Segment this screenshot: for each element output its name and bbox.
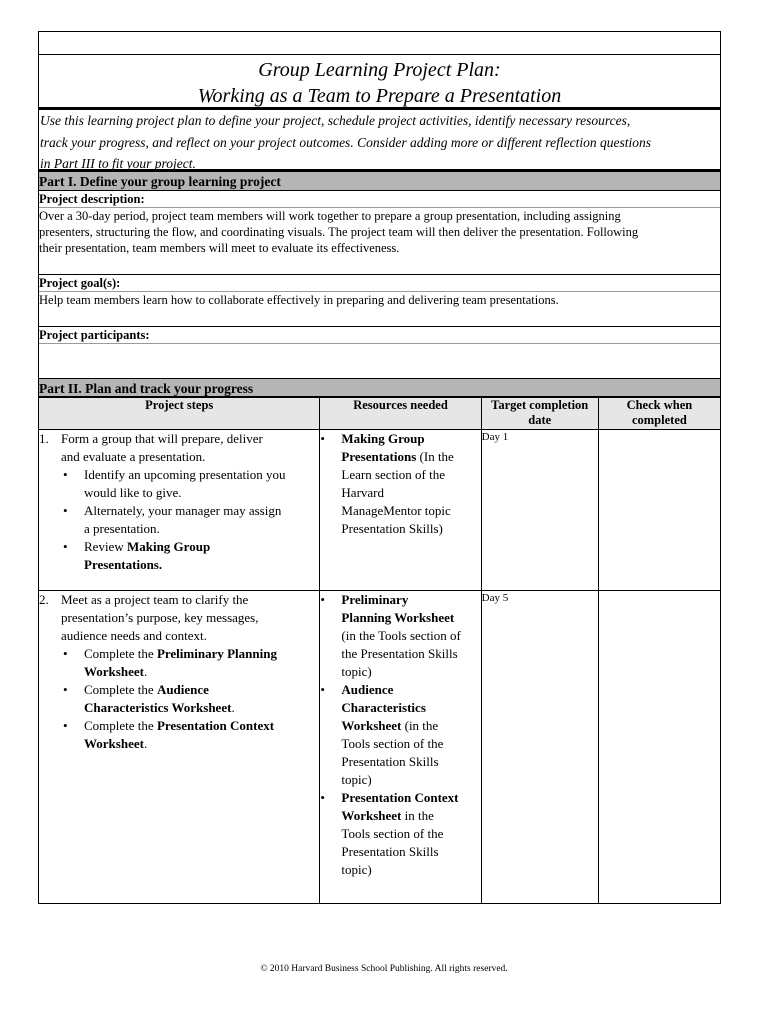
project-participants-label: Project participants: xyxy=(39,327,720,344)
step-bullet: • Review Making Group Presentations. xyxy=(39,538,319,574)
resources-cell xyxy=(320,430,481,591)
part1-heading: Part I. Define your group learning project xyxy=(38,172,721,191)
project-goals-field xyxy=(38,275,721,327)
goal-line: Help team members learn how to collaborate effectively in preparing and delivering team presentations. xyxy=(39,293,559,307)
step-bullet: • Complete the Presentation Context Worksheet. xyxy=(39,717,319,753)
intro-line-1: Use this learning project plan to define your project, schedule project activities, identify necessary resources, xyxy=(40,113,631,128)
intro-line-3: in Part III to fit your project. xyxy=(40,156,196,171)
check-cell[interactable] xyxy=(598,430,720,591)
description-line-1: Over a 30-day period, project team members will work together to prepare a group presentation, including assigning xyxy=(39,209,621,223)
check-cell[interactable] xyxy=(598,591,720,904)
title-line-1: Group Learning Project Plan: xyxy=(258,59,501,81)
resource-bullet: • Making Group Presentations (In the Learn section of the Harvard ManageMentor topic Presentation Skills) xyxy=(320,430,480,538)
project-participants-field xyxy=(38,327,721,378)
document-title xyxy=(38,55,721,109)
project-description-text xyxy=(39,208,720,275)
resource-bullet: • Presentation Context Worksheet in the Tools section of the Presentation Skills topic) xyxy=(320,789,480,879)
resources-cell xyxy=(320,591,481,904)
step-bullet: • Alternately, your manager may assign a presentation. xyxy=(39,502,319,538)
column-header-resources: Resources needed xyxy=(320,398,481,430)
project-goals-label: Project goal(s): xyxy=(39,275,720,292)
project-participants-text xyxy=(39,344,720,378)
target-date-cell[interactable]: Day 5 xyxy=(481,591,598,904)
step-cell: 2. Meet as a project team to clarify the presentation’s purpose, key messages, audience needs and context. • Complete the Preliminary Planning Worksheet. • Complete the Audience Characteristics Worksheet. • Complete the Presentation Context Worksheet. xyxy=(39,591,320,904)
step-bullet: • Complete the Audience Characteristics Worksheet. xyxy=(39,681,319,717)
part2-heading: Part II. Plan and track your progress xyxy=(38,378,721,397)
column-header-target-date: Target completion date xyxy=(481,398,598,430)
intro-instructions xyxy=(38,109,721,172)
project-goals-text xyxy=(39,292,720,327)
target-date-cell[interactable]: Day 1 xyxy=(481,430,598,591)
description-line-3: their presentation, team members will meet to evaluate its effectiveness. xyxy=(39,241,400,255)
copyright-footer: © 2010 Harvard Business School Publishing. All rights reserved. xyxy=(260,964,508,974)
step-bullet: • Identify an upcoming presentation you would like to give. xyxy=(39,466,319,502)
project-description-label: Project description: xyxy=(39,191,720,208)
table-row xyxy=(39,591,721,904)
description-line-2: presenters, structuring the flow, and coordinating visuals. The project team will then deliver the presentation. Following xyxy=(39,225,639,239)
project-description-field xyxy=(38,191,721,275)
column-header-steps: Project steps xyxy=(39,398,320,430)
progress-table xyxy=(38,397,721,904)
top-blank-row xyxy=(38,31,721,55)
column-header-check: Check when completed xyxy=(598,398,720,430)
title-line-2: Working as a Team to Prepare a Presentation xyxy=(197,85,562,107)
table-row xyxy=(39,430,721,591)
step-bullet: • Complete the Preliminary Planning Worksheet. xyxy=(39,645,319,681)
table-header-row xyxy=(39,398,721,430)
intro-line-2: track your progress, and reflect on your project outcomes. Consider adding more or different reflection questions xyxy=(40,134,652,150)
step-cell: 1. Form a group that will prepare, deliver and evaluate a presentation. • Identify an upcoming presentation you would like to give. • Alternately, your manager may assign a presentation. • Review Making Group Presentations. xyxy=(39,430,320,591)
resource-bullet: • Preliminary Planning Worksheet (in the Tools section of the Presentation Skills topic) xyxy=(320,591,480,681)
project-plan-document xyxy=(38,31,721,904)
resource-bullet: • Audience Characteristics Worksheet (in the Tools section of the Presentation Skills topic) xyxy=(320,681,480,789)
